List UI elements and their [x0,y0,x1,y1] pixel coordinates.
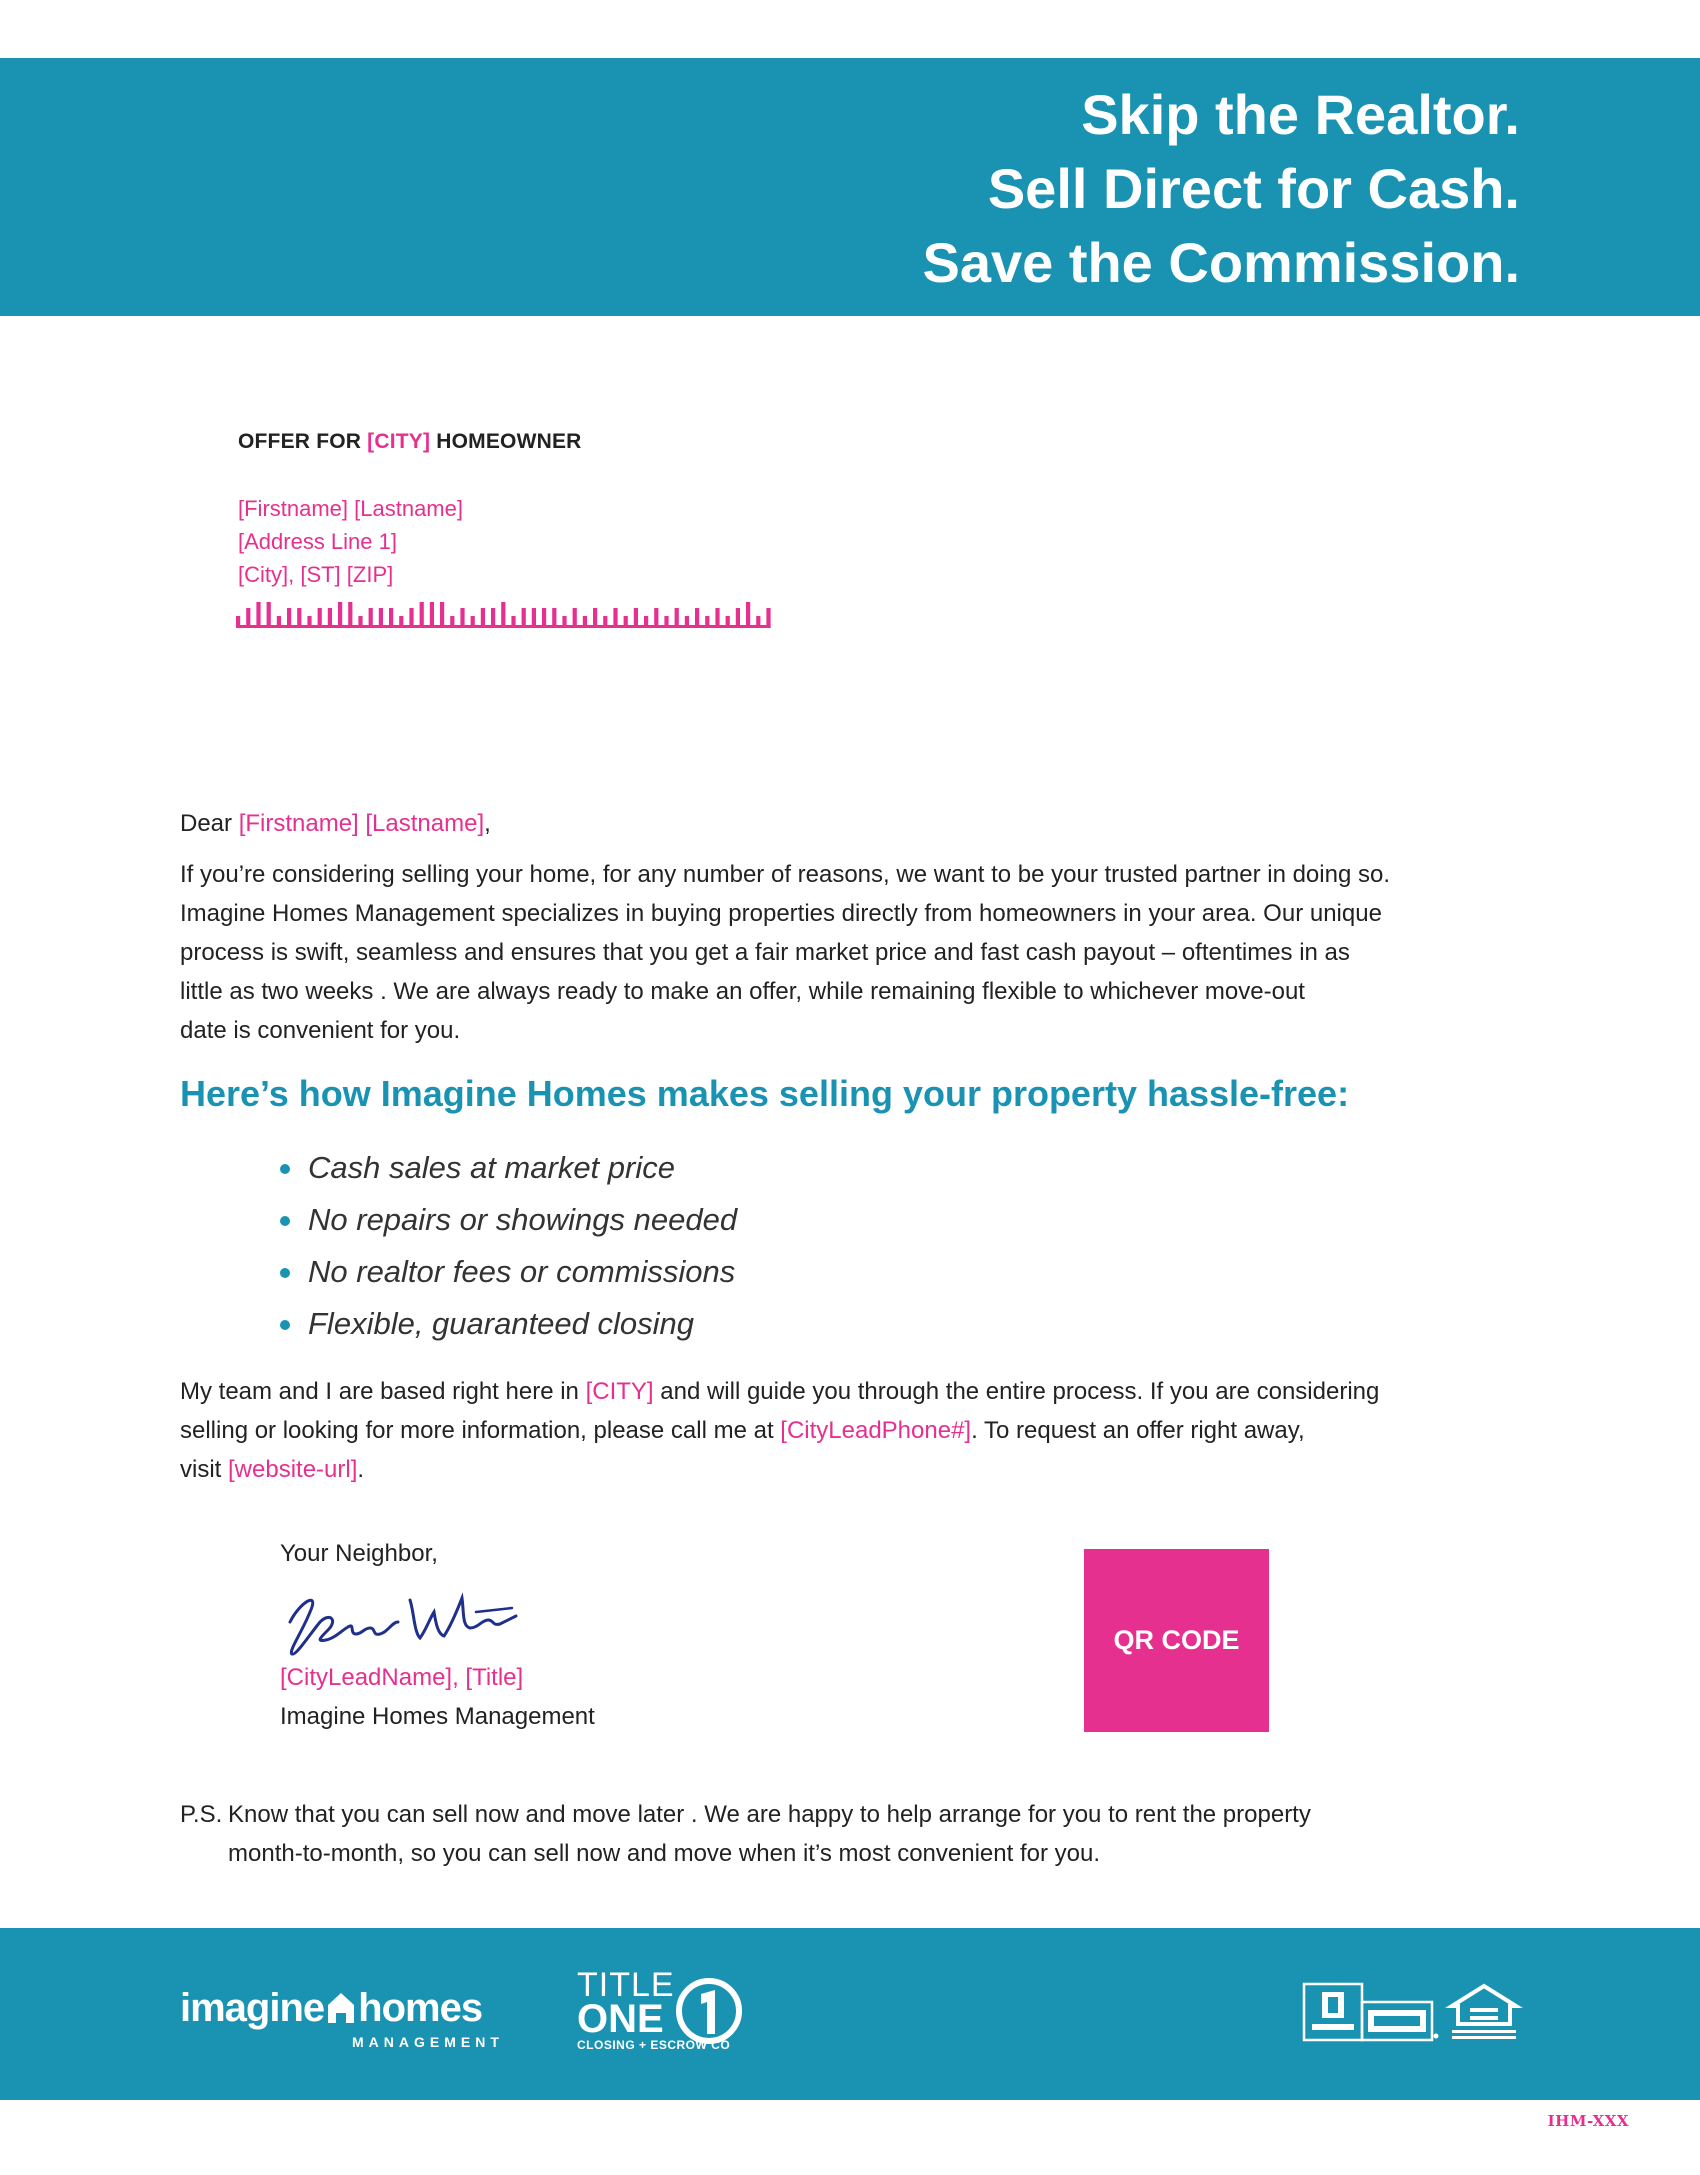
ps-text: Know that you can sell now and move later . We are happy to help arrange for you to rent the property [228,1801,1311,1828]
headline-line-1: Skip the Realtor. [1081,83,1520,146]
signer-name: [CityLeadName], [Title] [280,1664,524,1691]
intro-paragraph [180,855,1540,1050]
website-url: [website-url] [228,1456,358,1483]
barcode-bar [746,602,750,628]
intro-line: little as two weeks . We are always ready to make an offer, while remaining flexible to whichever move-out [180,978,1305,1005]
recipient-name: [Firstname] [Lastname] [238,496,463,521]
recipient-city-line: [City], [ST] [ZIP] [238,562,394,587]
greeting-name: [Firstname] [Lastname] [238,810,485,837]
signature [280,1582,520,1662]
barcode-bar [348,602,352,628]
contact-text: . [357,1456,365,1483]
contact-text: and will guide you through the entire process. If you are considering [653,1378,1380,1405]
ps-text: month-to-month, so you can sell now and move when it’s most convenient for you. [228,1840,1101,1867]
section-heading: Here’s how Imagine Homes makes selling your property hassle-free: [180,1073,1350,1114]
benefit-text: No repairs or showings needed [308,1202,738,1237]
house-icon [326,1991,356,2025]
barcode-bar [420,602,424,628]
postal-barcode [236,600,776,630]
contact-paragraph [180,1372,1540,1489]
barcode-bar [430,602,434,628]
title-one-word-one: ONE [577,1997,664,2041]
barcode-bar [256,602,260,628]
recipient-address-line: [Address Line 1] [238,529,397,554]
bullet-dot [280,1164,290,1174]
offer-label [238,430,582,454]
postscript [180,1795,1500,1873]
contact-city: [CITY] [585,1378,654,1405]
benefit-text: Cash sales at market price [308,1150,675,1185]
barcode-bar [267,602,271,628]
headline-line-3: Save the Commission. [922,231,1520,294]
qr-label: QR CODE [1113,1625,1240,1655]
bullet-dot [280,1320,290,1330]
ps-label: P.S. [180,1801,223,1828]
imagine-homes-logo [180,1986,504,2050]
document-code: IHM-XXX [1547,2112,1629,2130]
logo-text-homes: homes [358,1986,483,2030]
ps-line [180,1795,1500,1834]
headline [922,78,1520,300]
offer-prefix: OFFER FOR [238,430,368,453]
greeting [180,804,1540,843]
qr-code-placeholder[interactable] [1084,1549,1269,1732]
intro-line: date is convenient for you. [180,1017,461,1044]
title-one-mark-icon [675,1978,743,2044]
barcode-bar [501,602,505,628]
contact-text: selling or looking for more information, please call me at [180,1417,781,1444]
benefit-item [280,1246,737,1298]
contact-line [180,1411,1540,1450]
benefits-list [280,1142,737,1350]
bullet-dot [280,1268,290,1278]
intro-line: Imagine Homes Management specializes in buying properties directly from homeowners in your area. Our unique [180,900,1382,927]
salutation: Your Neighbor, [280,1540,438,1567]
bullet-dot [280,1216,290,1226]
title-one-logo [577,1966,731,2052]
barcode-baseline [236,625,771,628]
headline-line-2: Sell Direct for Cash. [987,157,1520,220]
contact-text: . To request an offer right away, [971,1417,1305,1444]
contact-phone: [CityLeadPhone#] [780,1417,972,1444]
contact-line [180,1450,1540,1489]
footer-banner [0,1928,1700,2100]
barcode-bar [338,602,342,628]
barcode-bar [440,602,444,628]
intro-line: process is swift, seamless and ensures that you get a fair market price and fast cash payout – oftentimes in as [180,939,1350,966]
benefit-text: Flexible, guaranteed closing [308,1306,695,1341]
offer-suffix: HOMEOWNER [430,430,582,453]
signer-company: Imagine Homes Management [280,1703,595,1730]
contact-line [180,1372,1540,1411]
header-banner [0,58,1700,316]
benefit-item [280,1298,737,1350]
contact-text: visit [180,1456,228,1483]
greeting-dear: Dear [180,810,239,837]
benefit-item [280,1194,737,1246]
realtor-mls-equal-housing-icons [1302,1980,1524,2044]
contact-text: My team and I are based right here in [180,1378,586,1405]
recipient-address [238,492,463,591]
greeting-comma: , [484,810,491,837]
logo-text-imagine: imagine [180,1986,325,2030]
benefit-item [280,1142,737,1194]
intro-line: If you’re considering selling your home, for any number of reasons, we want to be your trusted partner in doing so. [180,861,1390,888]
title-one-tagline: CLOSING + ESCROW CO [577,2038,731,2052]
offer-city: [CITY] [367,430,431,453]
title-one-word-title: TITLE [577,1966,675,2004]
benefit-text: No realtor fees or commissions [308,1254,736,1289]
logo-subtitle: MANAGEMENT [352,2034,504,2050]
